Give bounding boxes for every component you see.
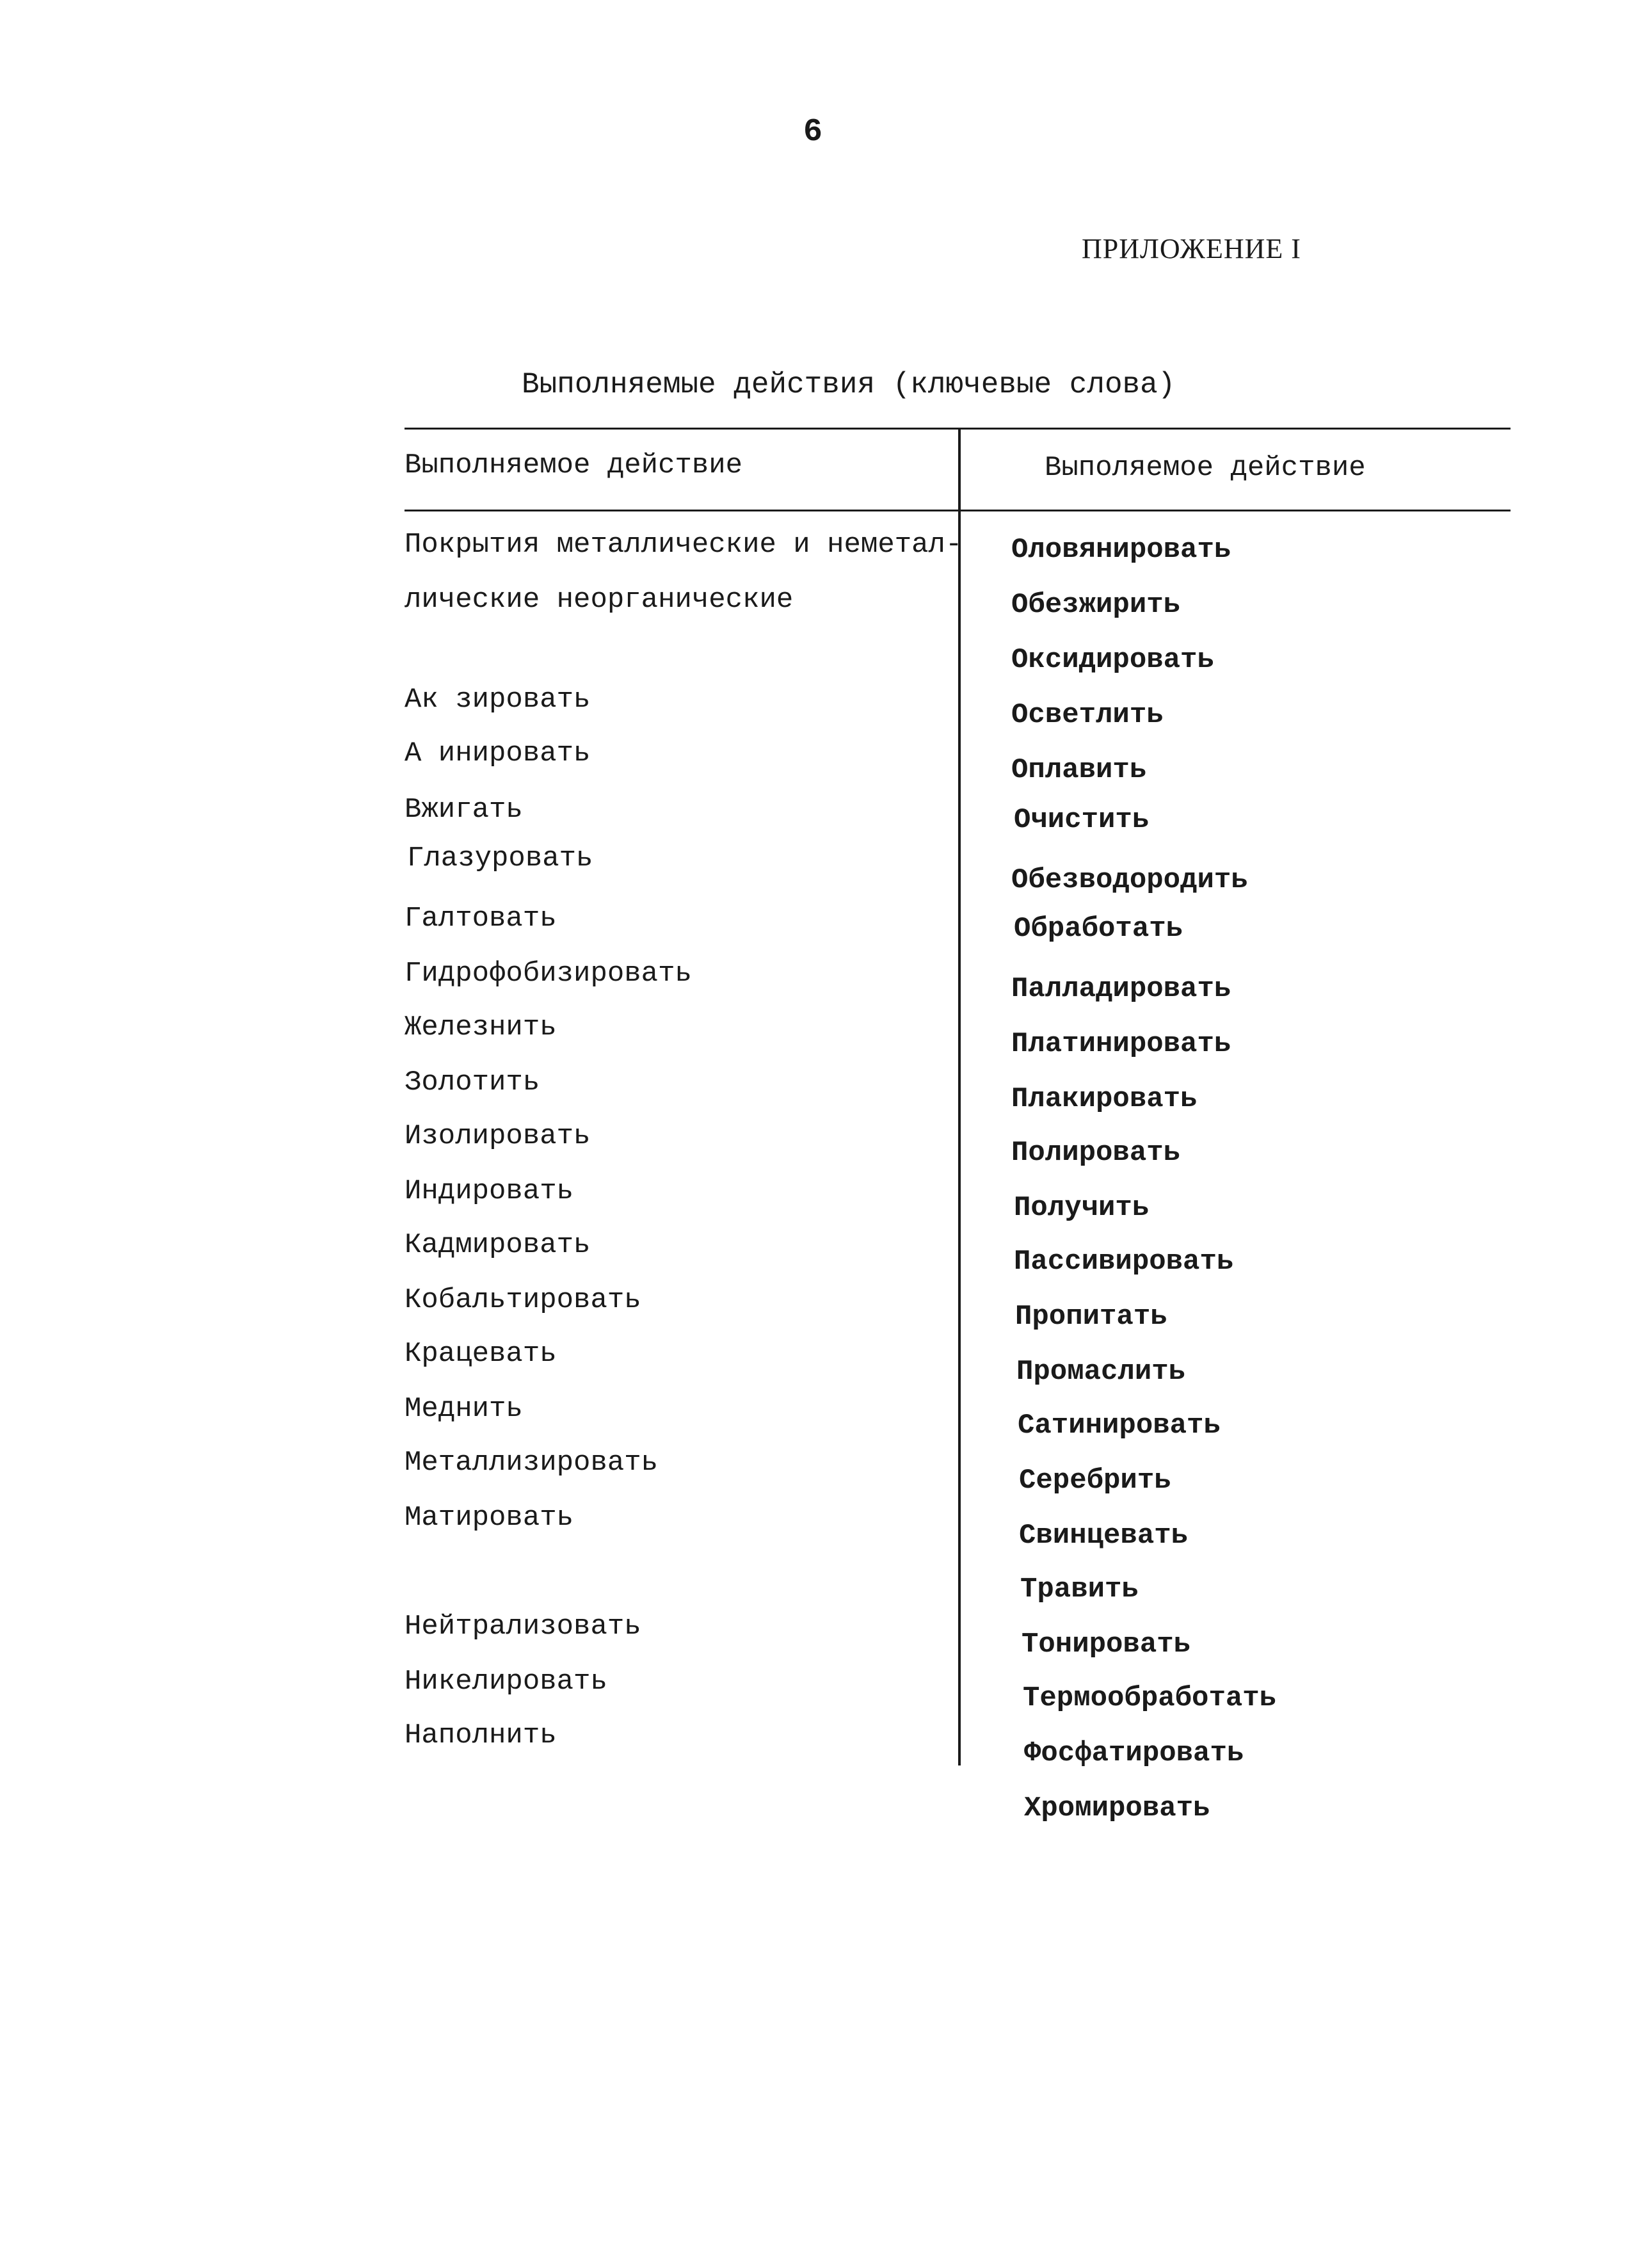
page-number: 6 <box>803 114 823 150</box>
list-item: Полировать <box>1011 1137 1181 1169</box>
appendix-label: ПРИЛОЖЕНИЕ I <box>1082 233 1301 264</box>
list-item: Пассивировать <box>1014 1246 1234 1278</box>
list-item: Серебрить <box>1019 1465 1171 1497</box>
list-item: Травить <box>1020 1573 1139 1605</box>
list-item: А инировать <box>405 737 591 769</box>
list-item: Гидрофобизировать <box>405 958 692 990</box>
table-header-left: Выполняемое действие <box>405 449 743 481</box>
list-item: Индировать <box>405 1175 574 1207</box>
list-item: Золотить <box>405 1066 540 1098</box>
list-item: Очистить <box>1014 804 1150 836</box>
list-item: Кобальтировать <box>405 1284 641 1316</box>
list-item: Осветлить <box>1011 699 1164 731</box>
table-title: Выполняемые действия (ключевые слова) <box>522 368 1176 401</box>
list-item: Получить <box>1014 1192 1150 1224</box>
list-item: Оксидировать <box>1011 644 1214 676</box>
list-item: Пропитать <box>1015 1301 1167 1333</box>
list-item: Хромировать <box>1024 1792 1210 1824</box>
list-item: Тонировать <box>1022 1629 1191 1661</box>
list-item: лические неорганические <box>405 584 794 616</box>
list-item: Ак зировать <box>405 684 591 716</box>
list-item: Плакировать <box>1011 1083 1198 1115</box>
list-item: Меднить <box>405 1393 523 1425</box>
list-item: Обезводородить <box>1011 864 1248 896</box>
list-item: Обработать <box>1014 913 1183 945</box>
list-item: Термообработать <box>1023 1682 1277 1714</box>
list-item: Галтовать <box>405 903 557 935</box>
list-item: Покрытия металлические и неметал- <box>405 529 963 561</box>
list-item: Изолировать <box>405 1120 591 1152</box>
list-item: Вжигать <box>405 794 523 826</box>
list-item: Оплавить <box>1011 754 1147 786</box>
list-item: Наполнить <box>405 1719 557 1751</box>
list-item: Платинировать <box>1011 1028 1231 1060</box>
list-item: Свинцевать <box>1019 1520 1189 1552</box>
list-item: Глазуровать <box>407 842 593 874</box>
table-top-rule <box>405 428 1511 430</box>
list-item: Оловянировать <box>1011 534 1231 566</box>
list-item: Фосфатировать <box>1024 1737 1244 1769</box>
list-item: Обезжирить <box>1011 589 1181 621</box>
list-item: Матировать <box>405 1502 574 1534</box>
list-item: Нейтрализовать <box>405 1611 641 1643</box>
list-item: Кадмировать <box>405 1229 591 1261</box>
table-header-right: Выполяемое действие <box>1045 452 1366 484</box>
list-item: Никелировать <box>405 1666 607 1698</box>
list-item: Крацевать <box>405 1338 557 1370</box>
list-item: Промаслить <box>1016 1356 1186 1388</box>
list-item: Железнить <box>405 1011 557 1043</box>
list-item: Металлизировать <box>405 1447 659 1479</box>
table-header-rule <box>405 510 1511 511</box>
list-item: Палладировать <box>1011 973 1231 1005</box>
list-item: Сатинировать <box>1018 1410 1221 1442</box>
table-column-divider <box>958 428 961 1765</box>
